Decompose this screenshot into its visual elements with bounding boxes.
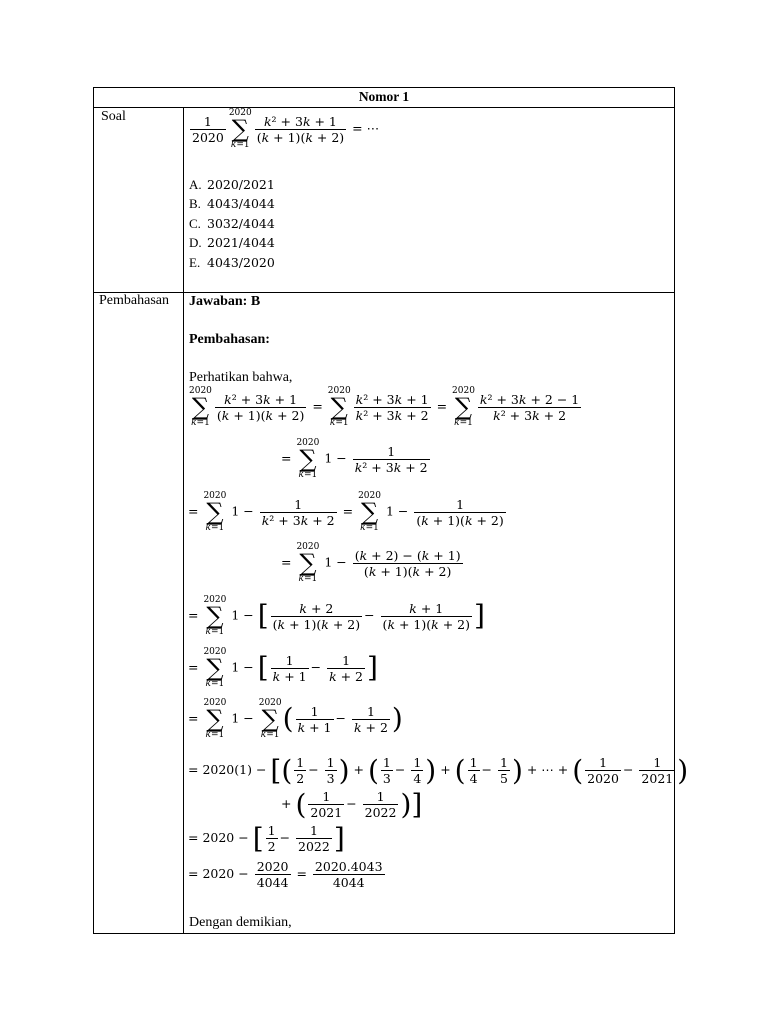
table-border-bottom xyxy=(93,933,675,934)
option-c: C. 3032/4044 xyxy=(189,216,275,231)
answer-key: Jawaban: B xyxy=(189,294,261,309)
option-b: B. 4043/4044 xyxy=(189,196,275,211)
step-9: = 2020 − [ $\frac{1}{2}$ − $\frac{1}{2022}$ ] xyxy=(188,821,345,855)
discussion-intro: Perhatikan bahwa, xyxy=(189,370,293,385)
table-border-left xyxy=(93,87,94,934)
discussion-heading: Pembahasan: xyxy=(189,332,270,347)
table-title: Nomor 1 xyxy=(358,89,410,104)
step-4: = 2020 ∑ k=1 1 − $\frac{(k + 2) - (k + 1)}{(k + 1)(k + 2)}$ xyxy=(281,542,461,584)
option-a: A. 2020/2021 xyxy=(189,177,275,192)
step-3: = 2020 ∑ k=1 1 − $\frac{1}{\text{k² + 3k + 2}}$ = 2020 ∑ k=1 1 − $\frac{1}{(k + 1)(k + 2)}$ xyxy=(188,491,504,533)
question-expression: $\frac{1}{2020}$ 2020 ∑ k=1 $\frac{\text{k² + 3k + 1}}{(k + 1)(k + 2)}$ = ⋯ xyxy=(192,108,380,150)
step-5: = 2020 ∑ k=1 1 − [ $\frac{k + 2}{(k + 1)(k + 2)}$ − $\frac{k + 1}{(k + 1)(k + 2)}$ ] xyxy=(188,595,485,637)
question-rhs: = ⋯ xyxy=(352,120,380,136)
discussion-closing: Dengan demikian, xyxy=(189,915,292,930)
row-label-pembahasan: Pembahasan xyxy=(99,293,169,308)
table-column-divider xyxy=(183,107,184,934)
step-10: = 2020 − $\frac{2020}{4044}$ = $\frac{2020.4043}{4044}$ xyxy=(188,859,383,890)
step-6: = 2020 ∑ k=1 1 − [ $\frac{1}{k + 1}$ − $\frac{1}{k + 2}$ ] xyxy=(188,647,378,689)
step-7: = 2020 ∑ k=1 1 − 2020 ∑ k=1 ( $\frac{1}{k + 1}$ − $\frac{1}{k + 2}$ ) xyxy=(188,698,403,740)
step-8-continued: + ( $\frac{1}{2021}$ − $\frac{1}{2022}$ )] xyxy=(281,787,423,821)
option-e: E. 4043/2020 xyxy=(189,255,275,270)
solution-table xyxy=(93,87,689,934)
step-1: 2020 ∑ k=1 $\frac{\text{k² + 3k + 1}}{(k + 1)(k + 2)}$ = 2020 ∑ k=1 $\frac{\text{k² + 3k + 1}}{\text{k² + 3k + 2}}$ = 2020 ∑ k=1 $\frac{\text{k² + 3k + 2 − 1}}{\text{k² + 3k + 2}}$ xyxy=(189,386,580,428)
row-label-soal: Soal xyxy=(101,109,126,124)
step-8: = 2020(1) − [( $\frac{1}{2}$ − $\frac{1}{3}$ ) + ( $\frac{1}{3}$ − $\frac{1}{4}$ ) + ( $\frac{1}{4}$ − $\frac{1}{5}$ ) + ⋯ + ( $\frac{1}{2020}$ − $\frac{1}{2021}$ ) xyxy=(188,753,689,787)
table-header-divider xyxy=(93,107,675,108)
option-d: D. 2021/4044 xyxy=(189,235,275,250)
step-2: = 2020 ∑ k=1 1 − $\frac{1}{\text{k² + 3k + 2}}$ xyxy=(281,438,428,480)
table-row-divider xyxy=(93,292,675,293)
table-border-right xyxy=(674,87,675,934)
table-border-top xyxy=(93,87,675,88)
